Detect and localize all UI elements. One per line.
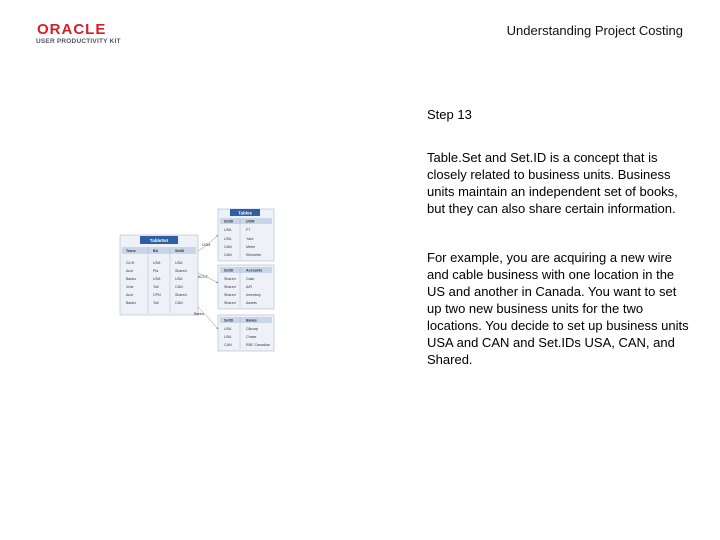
tableset-col: Trans [126,248,136,253]
uom-table [218,209,274,261]
tableset-col: SetID [175,248,185,253]
table-cell: Yard [246,237,254,241]
logo-brand: ORACLE [37,21,107,38]
table-cell: Acct [126,293,133,297]
table-cell: Chase [246,335,257,339]
table-cell: Toll [153,301,159,305]
table-cell: FT [246,228,251,232]
arrow-label-acct: ACCT [198,275,208,279]
table-cell: CAN [224,245,232,249]
table-cell: Banko [126,277,137,281]
table-cell: Shared [224,293,236,297]
table-cell: Vndr [126,285,134,289]
table-cell: USA [224,335,232,339]
table-cell: GL/H [126,261,135,265]
table-cell: Shared [175,293,187,297]
step-label: Step 13 [427,107,472,122]
table-cell: Assets [246,301,257,305]
banks-table [218,315,274,351]
table-cell: Acct [126,269,133,273]
table-cell: USA [175,277,183,281]
table-cell: Cash [246,277,255,281]
arrow-label-banks: Banks [194,312,204,316]
paragraph-1: Table.Set and Set.ID is a concept that is closely related to business units. Business units maintain an independent set of books, but they can also share certain information. [427,150,678,216]
table-cell: USA [175,261,183,265]
tableset-table [120,235,198,315]
table-cell: Shared [224,285,236,289]
uom-col: SetID [224,219,234,224]
table-cell: CAN [175,301,183,305]
table-cell: Shared [175,269,187,273]
table-cell: USA [224,237,232,241]
table-cell: CAN [175,285,183,289]
uom-title: Tables [238,210,252,216]
table-cell: Kilometre [246,253,262,257]
table-cell: Pla [153,269,159,273]
table-cell: Metre [246,245,256,249]
table-cell: USA [153,277,161,281]
accounts-col: Accounts [246,268,263,273]
banks-col: SetID [224,318,234,323]
uom-col: UOM [246,219,255,224]
page-title: Understanding Project Costing [506,23,683,38]
logo-product: USER PRODUCTIVITY KIT [36,38,121,45]
table-cell: Shared [224,301,236,305]
table-cell: USA [224,228,232,232]
table-cell: RBC Canadian [246,343,270,347]
paragraph-2: For example, you are acquiring a new wire and cable business with one location in the US and another in Canada. You want to set up two new business units for the two locations. You decide to set up business units USA and CAN and Set.IDs USA, CAN, and Shared. [427,250,689,367]
table-cell: CAN [224,253,232,257]
table-cell: CPN [153,293,161,297]
tableset-title: TableSet [149,237,169,243]
table-cell: A/R [246,285,252,289]
table-cell: USA [224,327,232,331]
table-cell: Citicorp [246,327,259,331]
table-cell: USA [153,261,161,265]
table-cell: Toll [153,285,159,289]
oracle-upk-logo [36,22,126,50]
table-cell: CAN [224,343,232,347]
table-cell: Inventory [246,293,261,297]
tableset-setid-diagram [118,207,284,353]
table-cell: Bankx [126,301,136,305]
accounts-table [218,265,274,309]
tableset-col: BU [153,248,159,253]
table-cell: Shared [224,277,236,281]
arrow-label-uom: UOM [202,243,211,247]
accounts-col: SetID [224,268,234,273]
banks-col: Banks [246,318,257,323]
